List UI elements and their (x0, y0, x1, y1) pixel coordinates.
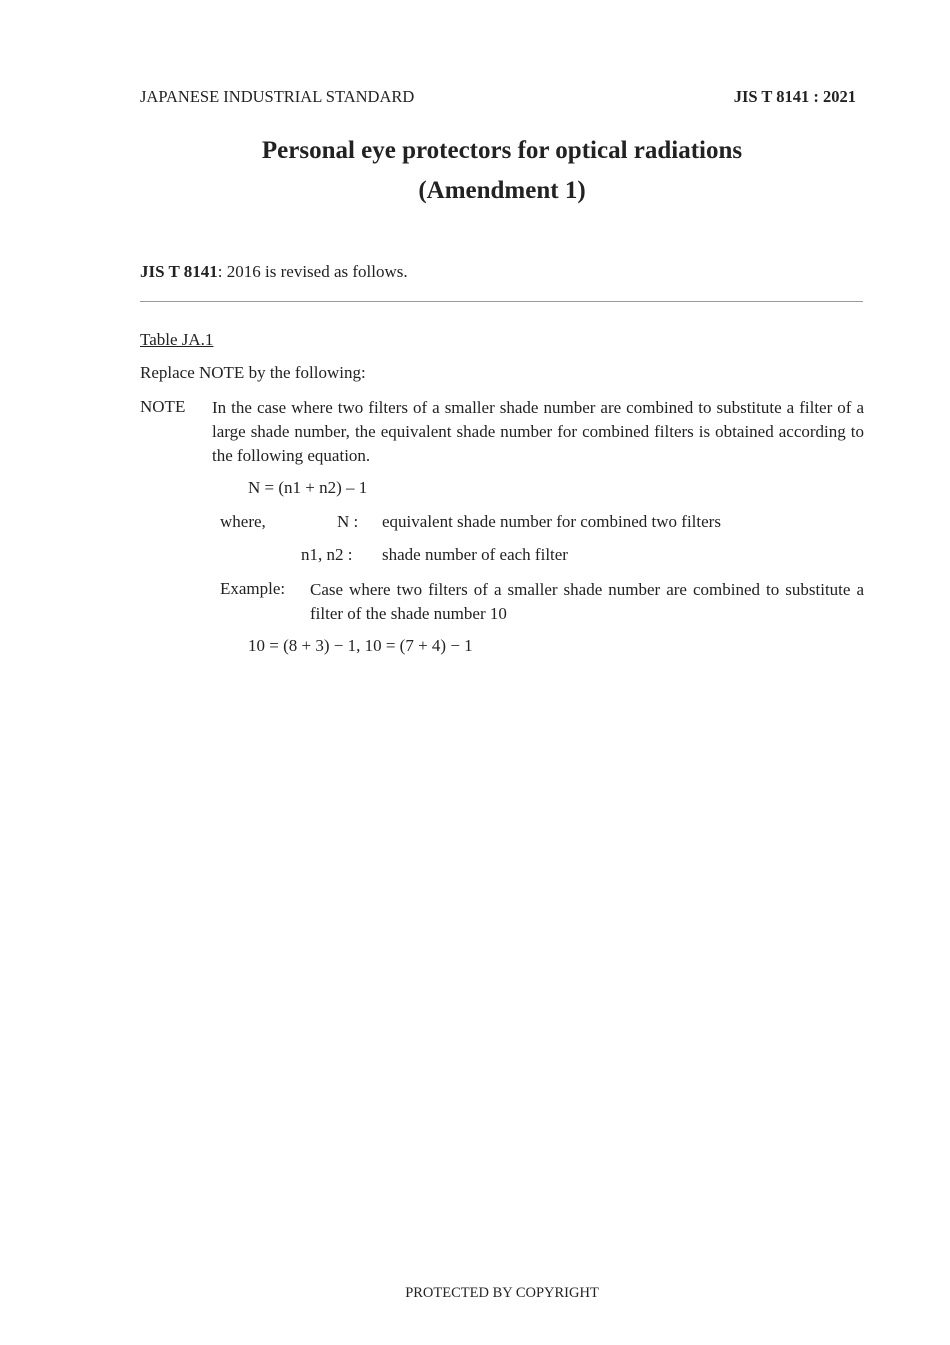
example-label: Example: (220, 579, 286, 598)
note-label: NOTE (140, 397, 186, 416)
definition-symbol: N : (337, 512, 359, 531)
document-subtitle: (Amendment 1) (418, 177, 586, 204)
definition-meaning: equivalent shade number for combined two filters (382, 512, 721, 531)
definition-meaning: shade number of each filter (382, 545, 568, 564)
standard-name: JAPANESE INDUSTRIAL STANDARD (140, 87, 415, 106)
standard-number: JIS T 8141 : 2021 (733, 87, 856, 106)
table-reference: Table JA.1 (140, 330, 214, 349)
replace-instruction: Replace NOTE by the following: (140, 363, 366, 382)
example-equation: 10 = (8 + 3) − 1, 10 = (7 + 4) − 1 (248, 636, 473, 655)
note-text: In the case where two filters of a smaller shade number are combined to substitute a filter of a large shade number, the equivalent shade number for combined filters is obtained according to the following equation. (212, 398, 864, 465)
shade-equation: N = (n1 + n2) – 1 (248, 478, 368, 497)
revised-standard-ref: JIS T 8141 (140, 262, 218, 281)
revision-text: : 2016 is revised as follows. (217, 262, 408, 281)
section-divider (140, 301, 863, 302)
revision-statement (140, 262, 408, 282)
copyright-footer: PROTECTED BY COPYRIGHT (405, 1285, 599, 1301)
definition-symbol: n1, n2 : (301, 545, 353, 564)
where-label: where, (220, 512, 266, 531)
document-title: Personal eye protectors for optical radiations (261, 137, 743, 164)
example-text: Case where two filters of a smaller shade number are combined to substitute a filter of the shade number 10 (310, 580, 864, 623)
